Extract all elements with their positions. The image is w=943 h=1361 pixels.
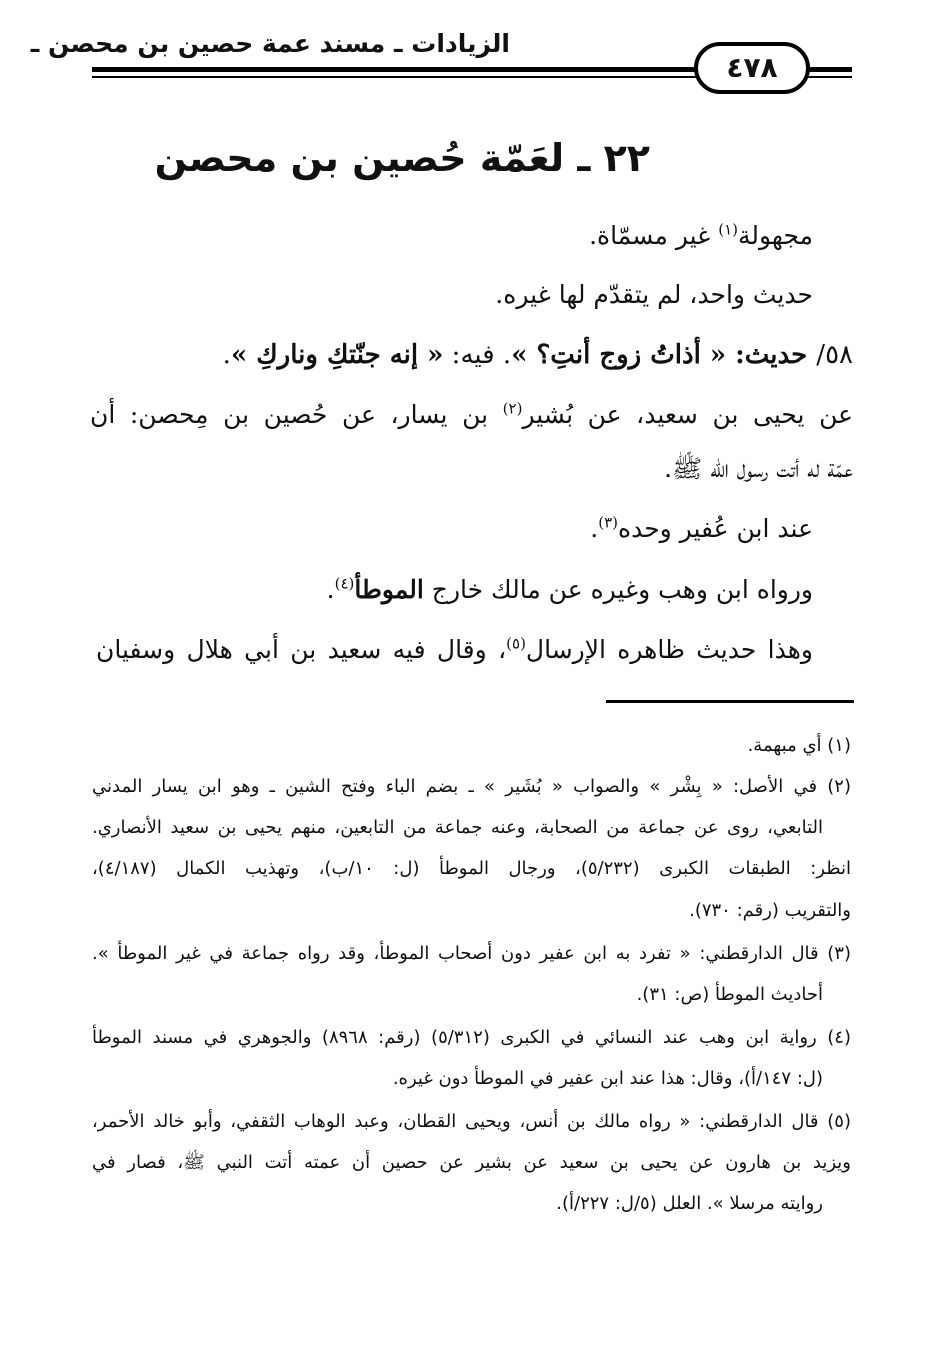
body-text: مجهولة — [738, 221, 813, 250]
footnote-5-line-2: ويزيد بن هارون عن يحيى بن سعيد عن بشير عن حصين أن عمته أتت النبي ﷺ، فصار في — [92, 1152, 851, 1173]
body-text: عند ابن عُفير وحده — [617, 514, 813, 543]
footnote-ref-2[interactable]: (٢) — [502, 399, 523, 418]
body-line-2: حديث واحد، لم يتقدّم لها غيره. — [495, 280, 813, 309]
hadith-number: ٥٨/ — [816, 340, 853, 370]
running-title: الزيادات ـ مسند عمة حصين بن محصن ـ — [30, 29, 510, 58]
footnote-ref-3[interactable]: (٣) — [598, 513, 618, 532]
footnote-2-line-3: انظر: الطبقات الكبرى (٥/٢٣٢)، ورجال الموطأ (ل: ١٠/ب)، وتهذيب الكمال (٤/١٨٧)، — [92, 858, 851, 879]
hadith-heading-line — [223, 333, 853, 377]
body-line-ibn-ufayr — [590, 507, 813, 551]
footnote-2-line-1: (٢) في الأصل: « بِشْر » والصواب « بُشَير » ـ بضم الباء وفتح الشين ـ وهو ابن يسار المدني — [92, 776, 851, 797]
hadith-label: حديث: — [726, 340, 817, 370]
footnote-4-line-2: (ل: ١٤٧/أ)، وقال: هذا عند ابن عفير في الموطأ دون غيره. — [392, 1068, 823, 1089]
body-text: غير مسمّاة. — [589, 221, 719, 250]
footnote-3-line-1: (٣) قال الدارقطني: « تفرد به ابن عفير دون أصحاب الموطأ، وقد رواه جماعة في غير الموطأ ». — [92, 943, 851, 964]
body-text: عن يحيى بن سعيد، عن بُشير — [522, 400, 854, 429]
isnad-line-2: عمّة له أتت رسول الله ﷺ. — [664, 454, 853, 483]
body-text-bold: الموطأ — [354, 575, 424, 604]
footnote-2-line-2: التابعي، روى عن جماعة من الصحابة، وعنه جماعة من التابعين، منهم يحيى بن سعيد الأنصاري. — [92, 817, 823, 838]
hadith-quote-2: « إنه جنّتكِ وناركِ » — [230, 340, 444, 370]
chapter-heading: ٢٢ ـ لعَمّة حُصين بن محصن — [154, 136, 650, 180]
body-text: . فيه: — [443, 340, 512, 370]
body-text: ورواه ابن وهب وغيره عن مالك خارج — [423, 575, 813, 604]
body-line-1 — [589, 214, 813, 258]
footnote-2-line-4: والتقريب (رقم: ٧٣٠). — [689, 900, 851, 921]
body-text: . — [590, 514, 599, 543]
body-text: . — [222, 340, 231, 370]
footnote-4-line-1: (٤) رواية ابن وهب عند النسائي في الكبرى (٥/٣١٢) (رقم: ٨٩٦٨) والجوهري في مسند الموطأ — [92, 1027, 851, 1048]
body-line-irsal — [96, 628, 813, 672]
body-text: ، وقال فيه سعيد بن أبي هلال وسفيان — [96, 635, 507, 664]
footnote-5-line-1: (٥) قال الدارقطني: « رواه مالك بن أنس، ويحيى القطان، وعبد الوهاب الثقفي، وأبو خالد الأحمر، — [92, 1111, 851, 1132]
footnote-ref-4[interactable]: (٤) — [334, 574, 355, 593]
footnote-1: (١) أي مبهمة. — [747, 735, 851, 756]
hadith-quote: « أذاتُ زوج أنتِ؟ » — [511, 340, 727, 370]
body-text: بن يسار، عن حُصين بن مِحصن: أن — [90, 400, 503, 429]
body-text: وهذا حديث ظاهره الإرسال — [525, 635, 813, 664]
body-text: . — [326, 575, 335, 604]
body-line-ibn-wahb — [327, 568, 813, 612]
footnote-ref-1[interactable]: (١) — [718, 220, 738, 239]
page-number: ٤٧٨ — [694, 42, 810, 94]
isnad-line-1 — [90, 393, 853, 437]
footnote-5-line-3: روايته مرسلا ». العلل (٥/ل: ٢٢٧/أ). — [556, 1193, 823, 1214]
footnote-3-line-2: أحاديث الموطأ (ص: ٣١). — [636, 984, 823, 1005]
footnote-separator — [606, 700, 854, 703]
footnote-ref-5[interactable]: (٥) — [506, 634, 526, 653]
